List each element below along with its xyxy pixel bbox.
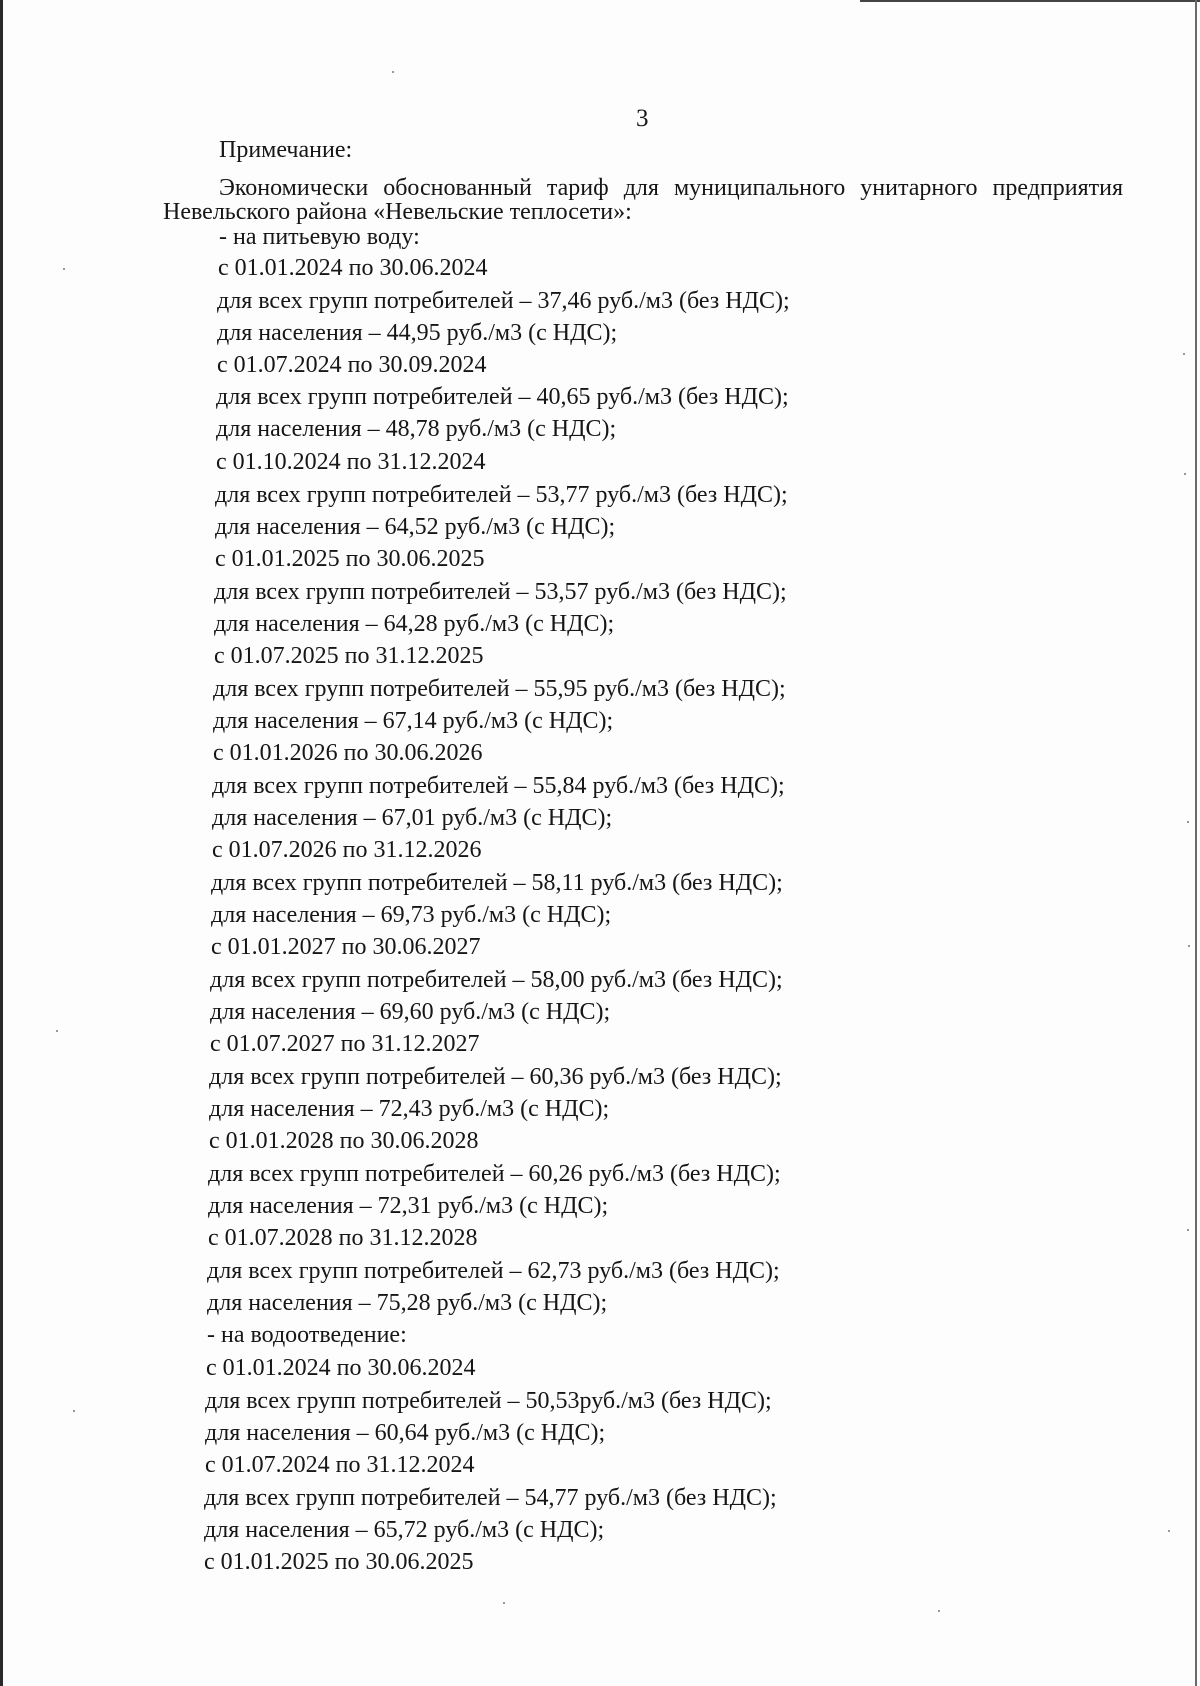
scan-speck xyxy=(1183,353,1185,355)
ww-all-consumers: для всех групп потребителей – 50,53руб./м3 (без НДС); xyxy=(205,1388,772,1414)
ww-population: для населения – 65,72 руб./м3 (с НДС); xyxy=(204,1517,605,1543)
intro-line-1: Экономически обоснованный тариф для муниципального унитарного предприятия xyxy=(219,175,1123,201)
page-number: 3 xyxy=(636,105,649,132)
dw-period: с 01.07.2024 по 30.09.2024 xyxy=(217,352,487,378)
dw-all-consumers: для всех групп потребителей – 62,73 руб./м3 (без НДС); xyxy=(207,1258,780,1284)
scan-speck xyxy=(1168,1530,1170,1532)
ww-population: для населения – 60,64 руб./м3 (с НДС); xyxy=(205,1420,606,1446)
dw-population: для населения – 75,28 руб./м3 (с НДС); xyxy=(207,1290,608,1316)
dw-period: с 01.01.2027 по 30.06.2027 xyxy=(211,934,481,960)
wastewater-heading: - на водоотведение: xyxy=(207,1322,407,1348)
intro-line-2: Невельского района «Невельские теплосети»: xyxy=(163,199,632,225)
scan-speck xyxy=(503,1602,505,1604)
ww-last-period: с 01.01.2025 по 30.06.2025 xyxy=(204,1549,474,1575)
dw-population: для населения – 64,28 руб./м3 (с НДС); xyxy=(214,611,615,637)
dw-population: для населения – 69,60 руб./м3 (с НДС); xyxy=(210,999,611,1025)
dw-period: с 01.01.2024 по 30.06.2024 xyxy=(218,255,488,281)
dw-population: для населения – 67,14 руб./м3 (с НДС); xyxy=(213,708,614,734)
dw-period: с 01.07.2025 по 31.12.2025 xyxy=(214,643,484,669)
dw-all-consumers: для всех групп потребителей – 58,00 руб./м3 (без НДС); xyxy=(210,967,783,993)
dw-population: для населения – 72,31 руб./м3 (с НДС); xyxy=(208,1193,609,1219)
dw-all-consumers: для всех групп потребителей – 53,57 руб./м3 (без НДС); xyxy=(214,579,787,605)
dw-period: с 01.07.2028 по 31.12.2028 xyxy=(208,1225,478,1251)
drinking-water-heading: - на питьевую воду: xyxy=(219,224,420,250)
scan-speck xyxy=(1184,473,1186,475)
dw-population: для населения – 48,78 руб./м3 (с НДС); xyxy=(216,416,617,442)
dw-all-consumers: для всех групп потребителей – 53,77 руб./м3 (без НДС); xyxy=(215,482,788,508)
dw-population: для населения – 64,52 руб./м3 (с НДС); xyxy=(215,514,616,540)
scan-speck xyxy=(1187,1229,1189,1231)
scan-speck xyxy=(1187,821,1189,823)
scan-edge-left xyxy=(0,0,3,1686)
scan-edge-right xyxy=(1195,0,1197,1686)
ww-period: с 01.07.2024 по 31.12.2024 xyxy=(205,1452,475,1478)
note-label: Примечание: xyxy=(219,137,353,163)
dw-period: с 01.01.2026 по 30.06.2026 xyxy=(213,740,483,766)
dw-all-consumers: для всех групп потребителей – 60,36 руб./м3 (без НДС); xyxy=(209,1064,782,1090)
dw-population: для населения – 72,43 руб./м3 (с НДС); xyxy=(209,1096,610,1122)
dw-all-consumers: для всех групп потребителей – 37,46 руб./м3 (без НДС); xyxy=(217,288,790,314)
dw-period: с 01.07.2027 по 31.12.2027 xyxy=(210,1031,480,1057)
scan-speck xyxy=(938,1610,940,1612)
scan-edge-top xyxy=(860,0,1200,2)
dw-all-consumers: для всех групп потребителей – 40,65 руб./м3 (без НДС); xyxy=(216,384,789,410)
scan-speck xyxy=(1188,945,1190,947)
dw-all-consumers: для всех групп потребителей – 60,26 руб./м3 (без НДС); xyxy=(208,1161,781,1187)
dw-all-consumers: для всех групп потребителей – 55,84 руб./м3 (без НДС); xyxy=(212,773,785,799)
dw-all-consumers: для всех групп потребителей – 58,11 руб./м3 (без НДС); xyxy=(211,870,783,896)
scan-speck xyxy=(63,268,65,270)
scan-speck xyxy=(73,1410,75,1412)
scan-speck xyxy=(56,1030,58,1032)
dw-period: с 01.10.2024 по 31.12.2024 xyxy=(216,449,486,475)
dw-all-consumers: для всех групп потребителей – 55,95 руб./м3 (без НДС); xyxy=(213,676,786,702)
ww-all-consumers: для всех групп потребителей – 54,77 руб./м3 (без НДС); xyxy=(204,1485,777,1511)
dw-population: для населения – 69,73 руб./м3 (с НДС); xyxy=(211,902,612,928)
dw-period: с 01.01.2025 по 30.06.2025 xyxy=(215,546,485,572)
dw-period: с 01.01.2028 по 30.06.2028 xyxy=(209,1128,479,1154)
dw-population: для населения – 67,01 руб./м3 (с НДС); xyxy=(212,805,613,831)
ww-period: с 01.01.2024 по 30.06.2024 xyxy=(206,1355,476,1381)
dw-population: для населения – 44,95 руб./м3 (с НДС); xyxy=(217,320,618,346)
scan-speck xyxy=(392,71,394,73)
dw-period: с 01.07.2026 по 31.12.2026 xyxy=(212,837,482,863)
